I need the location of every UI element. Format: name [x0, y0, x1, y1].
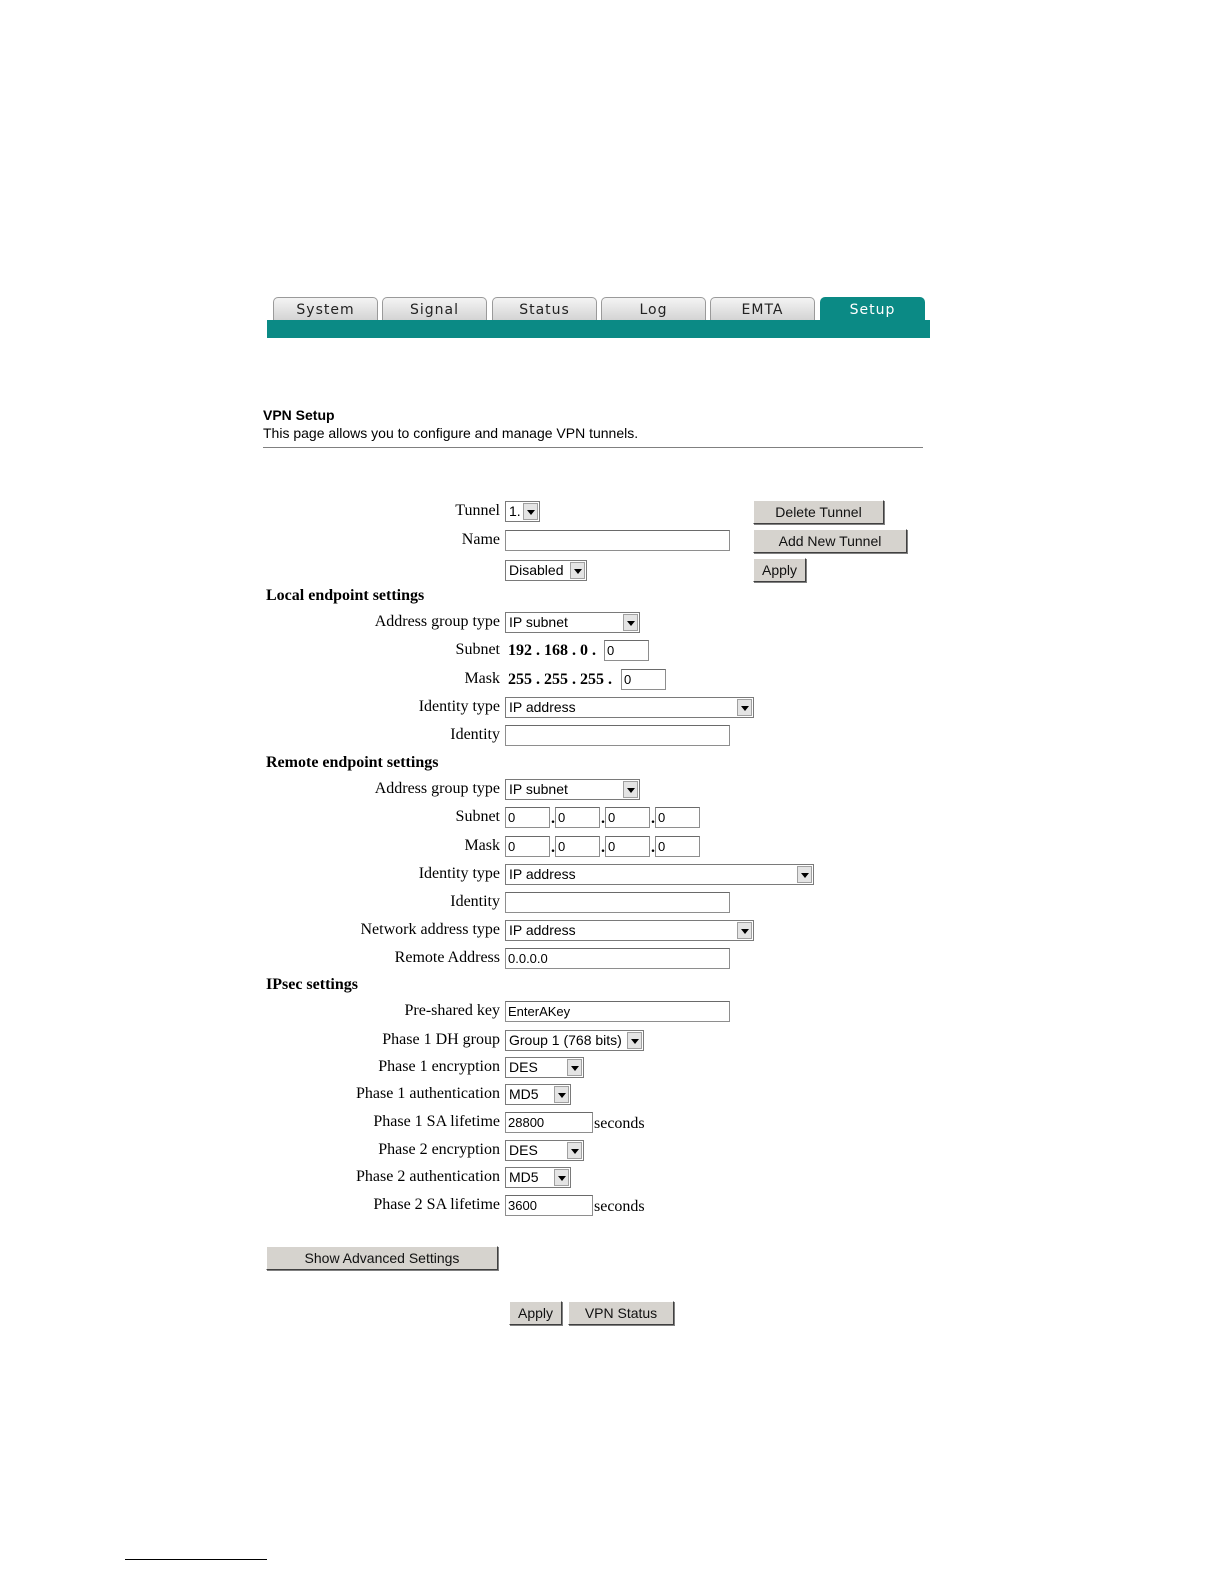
phase2-sa-lifetime-input[interactable]: 3600 — [505, 1195, 593, 1216]
local-endpoint-heading: Local endpoint settings — [266, 587, 425, 604]
network-address-type-select[interactable] — [505, 920, 754, 941]
chevron-down-icon — [627, 1032, 642, 1049]
octet-separator: . — [601, 810, 605, 827]
phase1-authentication-value: MD5 — [509, 1086, 539, 1102]
local-subnet-label: Subnet — [455, 641, 500, 658]
divider — [263, 447, 923, 448]
chevron-down-icon — [570, 562, 585, 579]
remote-identity-input[interactable] — [505, 892, 730, 913]
page-title: VPN Setup — [263, 407, 335, 423]
tab-bar — [267, 320, 930, 338]
name-label: Name — [461, 531, 500, 548]
phase1-dh-group-label: Phase 1 DH group — [382, 1031, 500, 1048]
chevron-down-icon — [554, 1086, 569, 1103]
remote-subnet-octet-3[interactable]: 0 — [605, 807, 650, 828]
tunnel-state-value: Disabled — [509, 562, 564, 578]
tunnel-select-value: 1. — [509, 503, 521, 519]
psk-input[interactable]: EnterAKey — [505, 1001, 730, 1022]
tab-status[interactable]: Status — [492, 297, 597, 320]
phase1-encryption-value: DES — [509, 1059, 538, 1075]
psk-label: Pre-shared key — [404, 1002, 500, 1019]
tunnel-select[interactable] — [505, 501, 540, 522]
remote-identity-label: Identity — [450, 893, 500, 910]
octet-separator: . — [651, 810, 655, 827]
ipsec-heading: IPsec settings — [266, 976, 358, 993]
local-subnet-last-octet[interactable]: 0 — [604, 640, 649, 661]
remote-identity-type-select[interactable] — [505, 864, 814, 885]
tab-signal[interactable]: Signal — [382, 297, 487, 320]
phase1-encryption-select[interactable] — [505, 1057, 584, 1078]
octet-separator: . — [551, 810, 555, 827]
phase2-encryption-value: DES — [509, 1142, 538, 1158]
network-address-type-value: IP address — [509, 922, 576, 938]
show-advanced-settings-button[interactable]: Show Advanced Settings — [266, 1246, 498, 1270]
phase2-authentication-label: Phase 2 authentication — [356, 1168, 500, 1185]
apply-tunnel-button[interactable]: Apply — [753, 558, 806, 582]
remote-mask-octet-4[interactable]: 0 — [655, 836, 700, 857]
remote-mask-octet-2[interactable]: 0 — [555, 836, 600, 857]
local-subnet-fixed: 192 . 168 . 0 . — [508, 642, 596, 659]
phase1-authentication-select[interactable] — [505, 1084, 571, 1105]
chevron-down-icon — [623, 614, 638, 631]
remote-identity-type-value: IP address — [509, 866, 576, 882]
phase1-sa-lifetime-label: Phase 1 SA lifetime — [373, 1113, 500, 1130]
tab-log[interactable]: Log — [601, 297, 706, 320]
tunnel-label: Tunnel — [455, 502, 500, 519]
remote-subnet-label: Subnet — [455, 808, 500, 825]
octet-separator: . — [601, 839, 605, 856]
remote-address-label: Remote Address — [394, 949, 500, 966]
remote-subnet-octet-1[interactable]: 0 — [505, 807, 550, 828]
chevron-down-icon — [737, 922, 752, 939]
phase2-encryption-label: Phase 2 encryption — [378, 1141, 500, 1158]
local-identity-input[interactable] — [505, 725, 730, 746]
phase2-encryption-select[interactable] — [505, 1140, 584, 1161]
add-new-tunnel-button[interactable]: Add New Tunnel — [753, 529, 907, 553]
chevron-down-icon — [567, 1059, 582, 1076]
phase2-seconds-unit: seconds — [594, 1198, 645, 1215]
chevron-down-icon — [523, 503, 538, 520]
octet-separator: . — [551, 839, 555, 856]
remote-address-group-type-label: Address group type — [374, 780, 500, 797]
remote-subnet-octet-4[interactable]: 0 — [655, 807, 700, 828]
remote-mask-octet-1[interactable]: 0 — [505, 836, 550, 857]
local-identity-type-value: IP address — [509, 699, 576, 715]
local-mask-fixed: 255 . 255 . 255 . — [508, 671, 612, 688]
tunnel-state-select[interactable] — [505, 560, 587, 581]
remote-identity-type-label: Identity type — [418, 865, 500, 882]
phase1-sa-lifetime-input[interactable]: 28800 — [505, 1112, 593, 1133]
remote-address-group-type-value: IP subnet — [509, 781, 568, 797]
chevron-down-icon — [737, 699, 752, 716]
local-identity-type-select[interactable] — [505, 697, 754, 718]
octet-separator: . — [651, 839, 655, 856]
network-address-type-label: Network address type — [360, 921, 500, 938]
local-address-group-type-value: IP subnet — [509, 614, 568, 630]
phase1-dh-group-value: Group 1 (768 bits) — [509, 1032, 622, 1048]
tab-emta[interactable]: EMTA — [710, 297, 815, 320]
phase1-authentication-label: Phase 1 authentication — [356, 1085, 500, 1102]
local-identity-type-label: Identity type — [418, 698, 500, 715]
phase2-sa-lifetime-label: Phase 2 SA lifetime — [373, 1196, 500, 1213]
remote-address-input[interactable]: 0.0.0.0 — [505, 948, 730, 969]
local-identity-label: Identity — [450, 726, 500, 743]
chevron-down-icon — [623, 781, 638, 798]
local-address-group-type-select[interactable] — [505, 612, 640, 633]
chevron-down-icon — [554, 1169, 569, 1186]
chevron-down-icon — [797, 866, 812, 883]
local-address-group-type-label: Address group type — [374, 613, 500, 630]
phase2-authentication-value: MD5 — [509, 1169, 539, 1185]
apply-button[interactable]: Apply — [509, 1301, 562, 1325]
remote-address-group-type-select[interactable] — [505, 779, 640, 800]
phase1-encryption-label: Phase 1 encryption — [378, 1058, 500, 1075]
phase1-seconds-unit: seconds — [594, 1115, 645, 1132]
remote-endpoint-heading: Remote endpoint settings — [266, 754, 439, 771]
phase1-dh-group-select[interactable] — [505, 1030, 644, 1051]
local-mask-label: Mask — [464, 670, 500, 687]
remote-subnet-octet-2[interactable]: 0 — [555, 807, 600, 828]
footnote-rule — [125, 1559, 267, 1560]
name-input[interactable] — [505, 530, 730, 551]
tab-system[interactable]: System — [273, 297, 378, 320]
tab-setup[interactable]: Setup — [820, 297, 925, 320]
phase2-authentication-select[interactable] — [505, 1167, 571, 1188]
remote-mask-label: Mask — [464, 837, 500, 854]
remote-mask-octet-3[interactable]: 0 — [605, 836, 650, 857]
chevron-down-icon — [567, 1142, 582, 1159]
local-mask-last-octet[interactable]: 0 — [621, 669, 666, 690]
page-description: This page allows you to configure and manage VPN tunnels. — [263, 425, 639, 441]
delete-tunnel-button[interactable]: Delete Tunnel — [753, 500, 884, 524]
vpn-status-button[interactable]: VPN Status — [568, 1301, 674, 1325]
